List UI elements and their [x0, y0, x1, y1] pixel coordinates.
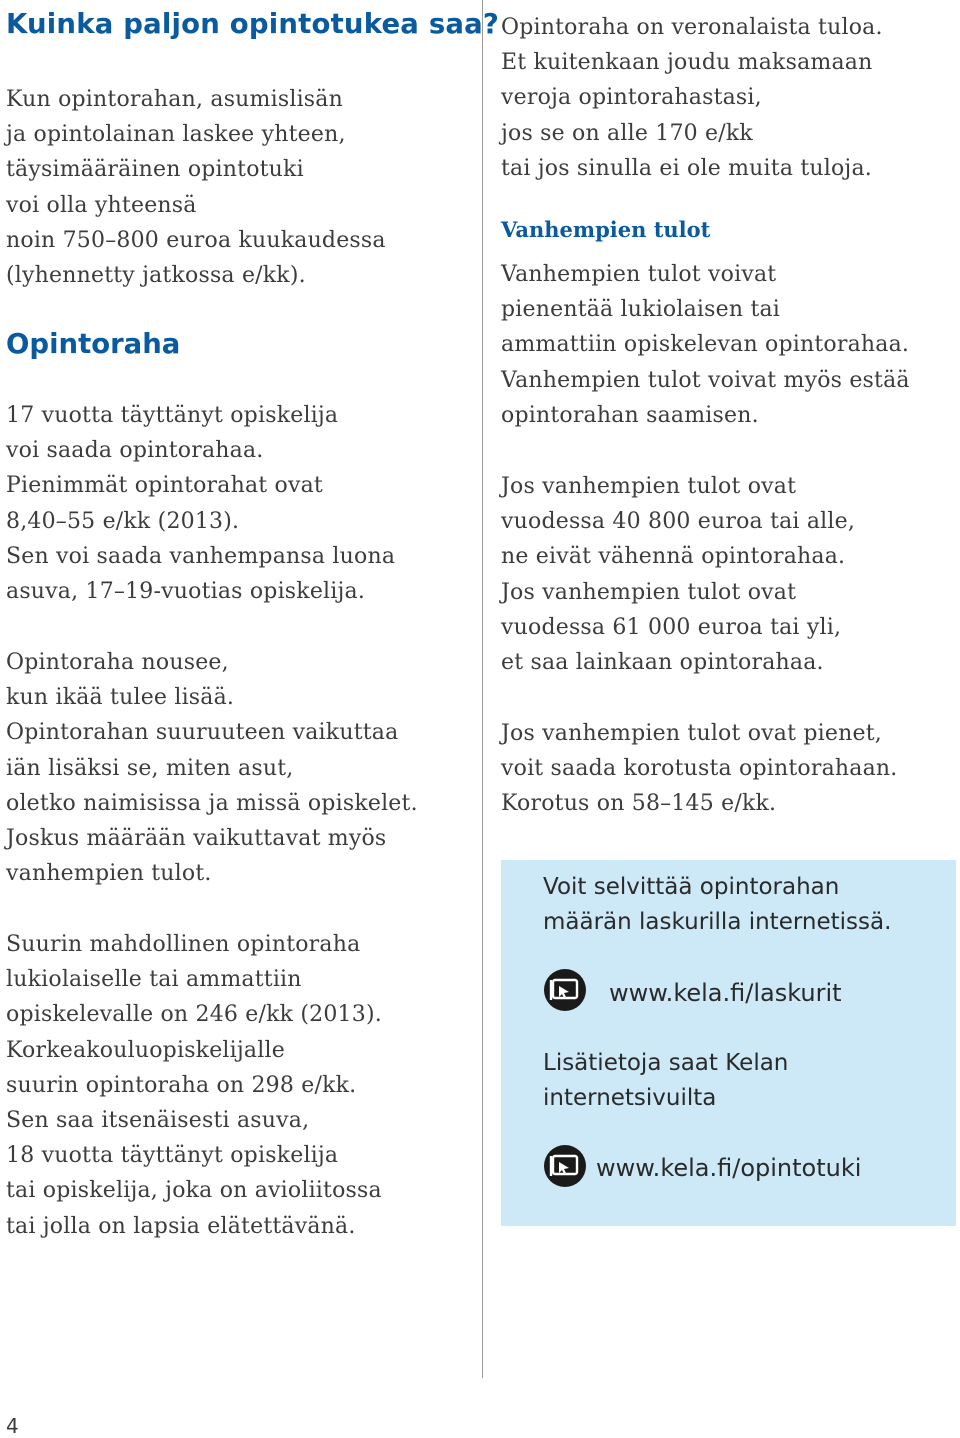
laskurit-link[interactable]: www.kela.fi/laskurit — [609, 979, 842, 1007]
text-line: Vanhempien tulot voivat myös estää — [501, 367, 910, 393]
column-divider — [482, 0, 483, 1378]
parents-paragraph-1 — [501, 257, 910, 433]
info-box — [501, 860, 956, 1226]
text-line: oletko naimisissa ja missä opiskelet. — [6, 790, 418, 816]
text-line: Korotus on 58–145 e/kk. — [501, 791, 777, 817]
opintoraha-paragraph-1 — [6, 398, 395, 609]
text-line: ammattiin opiskelevan opintorahaa. — [501, 332, 910, 358]
text-line: asuva, 17–19-vuotias opiskelija. — [6, 579, 366, 605]
text-line: tai opiskelija, joka on avioliitossa — [6, 1178, 382, 1204]
text-line: Suurin mahdollinen opintoraha — [6, 932, 361, 957]
text-line: voi saada opintorahaa. — [6, 438, 264, 464]
text-line: noin 750–800 euroa kuukaudessa — [6, 227, 386, 253]
text-line: Opintorahan suuruuteen vaikuttaa — [6, 720, 399, 746]
opintotuki-link[interactable]: www.kela.fi/opintotuki — [596, 1154, 862, 1182]
text-line: opintorahan saamisen. — [501, 402, 759, 428]
text-line: Opintoraha nousee, — [6, 650, 229, 675]
kela-web-icon — [543, 1144, 587, 1188]
intro-paragraph — [6, 82, 386, 293]
text-line: vanhempien tulot. — [6, 861, 212, 887]
page-title: Kuinka paljon opintotukea saa? — [6, 8, 500, 40]
text-line: Joskus määrään vaikuttavat myös — [6, 826, 387, 852]
parents-paragraph-3 — [501, 716, 897, 822]
text-line: (lyhennetty jatkossa e/kk). — [6, 263, 306, 289]
text-line: Jos vanhempien tulot ovat — [501, 579, 797, 605]
text-line: vuodessa 40 800 euroa tai alle, — [501, 509, 856, 535]
text-line: suurin opintoraha on 298 e/kk. — [6, 1072, 357, 1098]
text-line: Lisätietoja saat Kelan — [543, 1050, 789, 1076]
subheading-vanhempien-tulot: Vanhempien tulot — [501, 217, 711, 242]
text-line: kun ikää tulee lisää. — [6, 685, 235, 711]
text-line: ne eivät vähennä opintorahaa. — [501, 544, 846, 570]
text-line: veroja opintorahastasi, — [501, 85, 762, 111]
text-line: Jos vanhempien tulot ovat pienet, — [501, 721, 882, 746]
text-line: Sen saa itsenäisesti asuva, — [6, 1108, 310, 1134]
text-line: vuodessa 61 000 euroa tai yli, — [501, 614, 842, 640]
text-line: Pienimmät opintorahat ovat — [6, 473, 323, 499]
text-line: täysimääräinen opintotuki — [6, 157, 304, 183]
text-line: Sen voi saada vanhempansa luona — [6, 543, 396, 569]
tax-paragraph — [501, 10, 883, 186]
opintoraha-paragraph-2 — [6, 645, 418, 891]
text-line: määrän laskurilla internetissä. — [543, 909, 892, 935]
text-line: Et kuitenkaan joudu maksamaan — [501, 50, 873, 76]
text-line: voit saada korotusta opintorahaan. — [501, 756, 898, 782]
text-line: opiskelevalle on 246 e/kk (2013). — [6, 1002, 382, 1028]
text-line: Vanhempien tulot voivat — [501, 262, 777, 287]
more-info-text — [543, 1046, 788, 1116]
text-line: 18 vuotta täyttänyt opiskelija — [6, 1143, 339, 1169]
text-line: voi olla yhteensä — [6, 192, 197, 218]
opintoraha-paragraph-3 — [6, 927, 382, 1244]
text-line: et saa lainkaan opintorahaa. — [501, 650, 824, 676]
calculator-text — [543, 870, 891, 940]
text-line: Kun opintorahan, asumislisän — [6, 87, 343, 112]
parents-paragraph-2 — [501, 469, 855, 680]
text-line: internetsivuilta — [543, 1085, 717, 1111]
text-line: 8,40–55 e/kk (2013). — [6, 508, 240, 534]
text-line: Opintoraha on veronalaista tuloa. — [501, 15, 883, 40]
text-line: Korkeakouluopiskelijalle — [6, 1037, 285, 1063]
kela-web-icon — [543, 968, 587, 1012]
text-line: lukiolaiselle tai ammattiin — [6, 967, 302, 993]
text-line: jos se on alle 170 e/kk — [501, 120, 753, 146]
text-line: 17 vuotta täyttänyt opiskelija — [6, 403, 339, 428]
text-line: Voit selvittää opintorahan — [543, 874, 840, 900]
section-heading-opintoraha: Opintoraha — [6, 328, 181, 360]
text-line: tai jolla on lapsia elätettävänä. — [6, 1213, 356, 1239]
text-line: iän lisäksi se, miten asut, — [6, 755, 294, 781]
page-number: 4 — [6, 1414, 19, 1438]
text-line: pienentää lukiolaisen tai — [501, 297, 781, 323]
text-line: Jos vanhempien tulot ovat — [501, 474, 797, 499]
text-line: tai jos sinulla ei ole muita tuloja. — [501, 155, 872, 181]
text-line: ja opintolainan laskee yhteen, — [6, 122, 346, 148]
